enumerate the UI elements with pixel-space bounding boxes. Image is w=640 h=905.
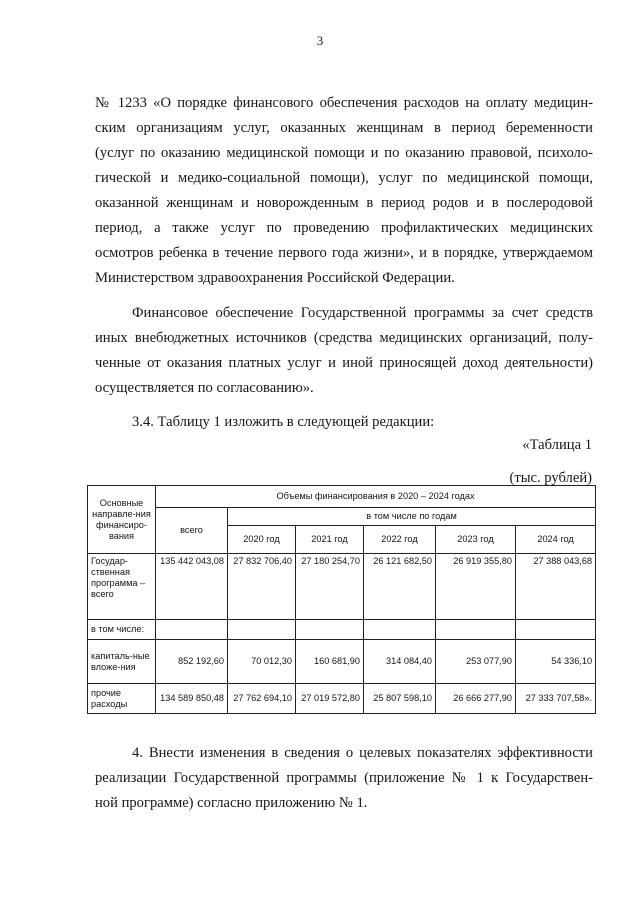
header-year: 2020 год — [228, 526, 296, 554]
cell-value: 27 333 707,58». — [516, 684, 596, 714]
header-year: 2024 год — [516, 526, 596, 554]
table-units: (тыс. рублей) — [509, 470, 592, 486]
row-label: в том числе: — [88, 620, 156, 640]
row-label: капиталь-ные вложе-ния — [88, 640, 156, 684]
empty-cell — [228, 620, 296, 640]
text-line: реализации Государственной программы (приложение № 1 к Государствен- — [95, 770, 593, 786]
paragraph-target-indicators — [95, 741, 593, 816]
table-row-program-total — [88, 554, 596, 620]
header-year: 2022 год — [364, 526, 436, 554]
text-line: 3.4. Таблицу 1 изложить в следующей редакции: — [132, 414, 435, 430]
text-line: осуществляется по согласованию». — [95, 380, 314, 396]
text-line: иных внебюджетных источников (средства медицинских организаций, полу- — [95, 330, 593, 346]
row-label: Государ-ственная программа – всего — [88, 554, 156, 620]
text-line: оказанной женщинам и новорожденным в период родов и в послеродовой — [95, 195, 593, 211]
header-year: 2021 год — [296, 526, 364, 554]
empty-cell — [156, 620, 228, 640]
table-row-including — [88, 620, 596, 640]
paragraph-table-edit — [132, 410, 592, 435]
cell-value: 160 681,90 — [296, 640, 364, 684]
header-by-years: в том числе по годам — [228, 508, 596, 526]
empty-cell — [296, 620, 364, 640]
paragraph-extrabudgetary-funding — [95, 301, 593, 401]
cell-value: 54 336,10 — [516, 640, 596, 684]
text-line: ной программе) согласно приложению № 1. — [95, 795, 368, 811]
text-line: (услуг по оказанию медицинской помощи и по оказанию правовой, психоло- — [95, 145, 593, 161]
header-directions: Основные направле-ния финансиро-вания — [88, 486, 156, 554]
header-volumes: Объемы финансирования в 2020 – 2024 годах — [156, 486, 596, 508]
cell-value: 27 388 043,68 — [516, 554, 596, 620]
text-line: осмотров ребенка в течение первого года жизни», и в порядке, утверждаемом — [95, 245, 593, 261]
cell-total: 134 589 850,48 — [156, 684, 228, 714]
page-number: 3 — [316, 33, 324, 48]
text-line: ченные от оказания платных услуг и иной приносящей доход деятельности) — [95, 355, 593, 371]
cell-value: 253 077,90 — [436, 640, 516, 684]
cell-value: 70 012,30 — [228, 640, 296, 684]
empty-cell — [364, 620, 436, 640]
text-line: № 1233 «О порядке финансового обеспечения расходов на оплату медицин- — [95, 95, 593, 111]
cell-total: 852 192,60 — [156, 640, 228, 684]
empty-cell — [436, 620, 516, 640]
cell-value: 27 832 706,40 — [228, 554, 296, 620]
table-row-other — [88, 684, 596, 714]
text-line: период, а также услуг по проведению профилактических медицинских — [95, 220, 593, 236]
table-row-capital — [88, 640, 596, 684]
cell-value: 27 019 572,80 — [296, 684, 364, 714]
cell-value: 27 180 254,70 — [296, 554, 364, 620]
cell-total: 135 442 043,08 — [156, 554, 228, 620]
funding-table — [87, 485, 596, 714]
text-line: Финансовое обеспечение Государственной программы за счет средств — [132, 305, 593, 321]
cell-value: 314 084,40 — [364, 640, 436, 684]
cell-value: 27 762 694,10 — [228, 684, 296, 714]
header-total: всего — [156, 508, 228, 554]
cell-value: 26 919 355,80 — [436, 554, 516, 620]
header-year: 2023 год — [436, 526, 516, 554]
text-line: Министерством здравоохранения Российской Федерации. — [95, 270, 455, 286]
text-line: ским организациям услуг, оказанных женщинам в период беременности — [95, 120, 593, 136]
table-title: «Таблица 1 — [522, 437, 592, 453]
cell-value: 26 666 277,90 — [436, 684, 516, 714]
text-line: гической и медико-социальной помощи), услуг по медицинской помощи, — [95, 170, 593, 186]
cell-value: 25 807 598,10 — [364, 684, 436, 714]
cell-value: 26 121 682,50 — [364, 554, 436, 620]
paragraph-order-1233 — [95, 91, 593, 291]
text-line: 4. Внести изменения в сведения о целевых показателях эффективности — [132, 745, 593, 761]
row-label: прочие расходы — [88, 684, 156, 714]
empty-cell — [516, 620, 596, 640]
